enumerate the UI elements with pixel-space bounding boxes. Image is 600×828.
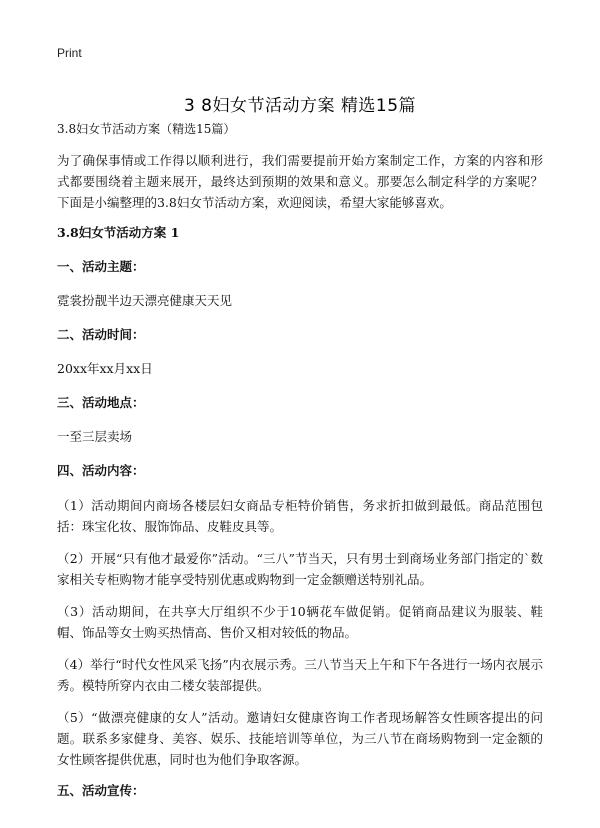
item-text-location: 一至三层卖场 [57, 429, 133, 444]
item-heading-theme: 一、活动主题： [57, 259, 145, 274]
subtitle: 3.8妇女节活动方案（精选15篇） [57, 122, 236, 136]
item-text-time: 20xx年xx月xx日 [57, 361, 153, 376]
content-paragraph-3: （3）活动期间，在共享大厅组织不少于10辆花车做促销。促销商品建议为服装、鞋帽、饰品等女士购买热情高、售价又相对较低的物品。 [57, 604, 543, 640]
content-paragraph-1: （1）活动期间内商场各楼层妇女商品专柜特价销售，务求折扣做到最低。商品范围包括：珠宝化妆、服饰饰品、皮鞋皮具等。 [57, 498, 543, 534]
item-heading-publicity: 五、活动宣传： [57, 783, 145, 798]
document-body [57, 120, 543, 815]
item-heading-location: 三、活动地点： [57, 395, 145, 410]
intro-paragraph: 为了确保事情或工作得以顺利进行，我们需要提前开始方案制定工作，方案的内容和形式都要围绕着主题来展开，最终达到预期的效果和意义。那要怎么制定科学的方案呢？下面是小编整理的3.8妇女节活动方案，欢迎阅读，希望大家能够喜欢。 [57, 153, 543, 210]
content-paragraph-4: （4）举行“时代女性风采飞扬”内衣展示秀。三八节当天上午和下午各进行一场内衣展示秀。模特所穿内衣由二楼女装部提供。 [57, 657, 543, 693]
print-label[interactable]: Print [57, 46, 82, 60]
content-paragraph-5: （5）“做漂亮健康的女人”活动。邀请妇女健康咨询工作者现场解答女性顾客提出的问题。联系多家健身、美容、娱乐、技能培训等单位，为三八节在商场购物到一定金额的女性顾客提供优惠，同时也为他们争取客源。 [57, 710, 543, 767]
item-heading-content: 四、活动内容： [57, 463, 145, 478]
page-title: 3 8妇女节活动方案 精选15篇 [183, 96, 417, 117]
item-text-theme: 霓裳扮靓半边天漂亮健康天天见 [57, 293, 233, 308]
content-paragraph-2: （2）开展“只有他才最爱你”活动。“三八”节当天，只有男士到商场业务部门指定的`数家相关专柜购物才能享受特别优惠或购物到一定金额赠送特别礼品。 [57, 551, 543, 587]
item-heading-time: 二、活动时间： [57, 327, 145, 342]
section-heading: 3.8妇女节活动方案 1 [57, 225, 180, 240]
